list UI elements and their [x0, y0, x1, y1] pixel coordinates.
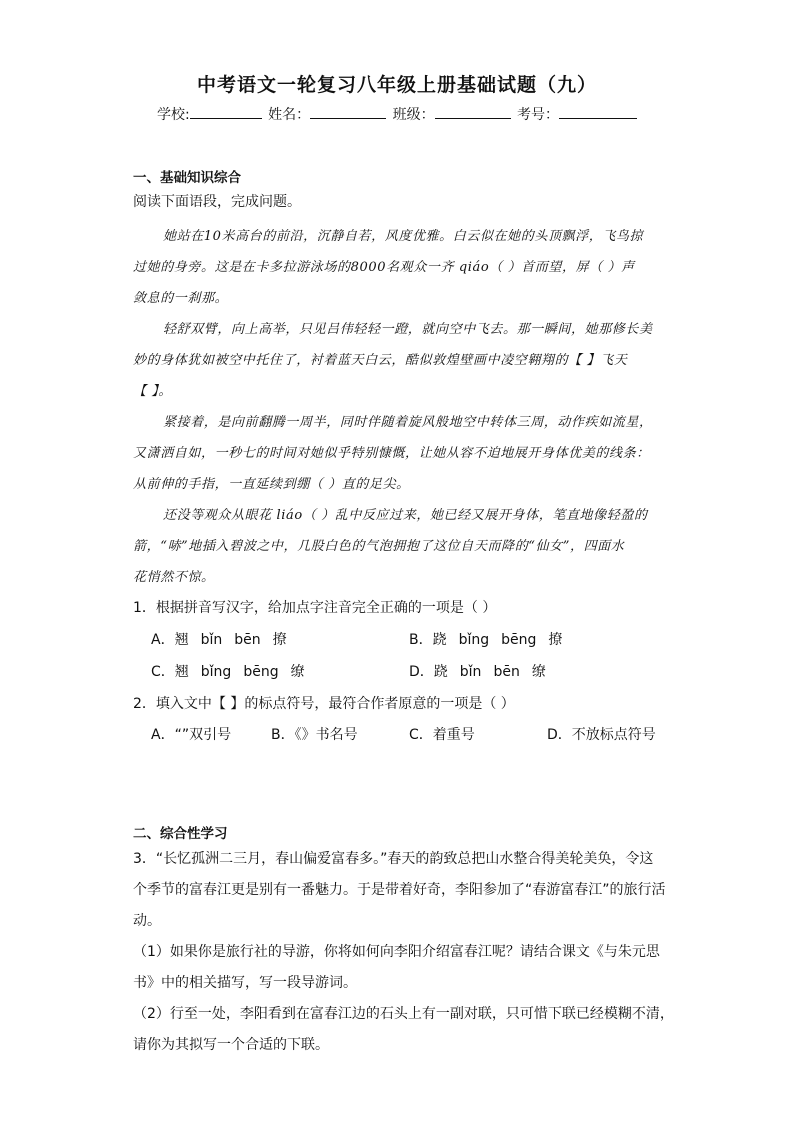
option-c[interactable]: C．着重号	[409, 727, 475, 743]
passage-line: 紧接着，是向前翻腾一周半，同时伴随着旋风般地空中转体三周，动作疾如流星，	[163, 415, 653, 430]
option-d[interactable]: D．不放标点符号	[547, 727, 656, 743]
question-2-stem: 2．填入文中【 】的标点符号，最符合作者原意的一项是（ ）	[133, 696, 515, 712]
option-a[interactable]: A．“”双引号	[151, 727, 232, 743]
option-a[interactable]	[151, 629, 287, 649]
option-word: 缭	[290, 664, 305, 680]
option-word: bǐng	[200, 664, 232, 680]
passage-line: 从前伸的手指，一直延续到绷（ ）直的足尖。	[133, 477, 410, 492]
passage-line: 她站在10米高台的前沿，沉静自若，风度优雅。白云似在她的头顶飘浮，飞鸟掠	[163, 229, 644, 244]
number-blank[interactable]	[559, 105, 637, 119]
school-blank[interactable]	[190, 105, 262, 119]
name-blank[interactable]	[310, 105, 386, 119]
school-label: 学校:	[156, 107, 190, 123]
option-word: bēn	[234, 632, 261, 648]
option-word: 翘	[174, 664, 189, 680]
option-letter: C．	[151, 664, 175, 680]
option-c[interactable]	[151, 661, 305, 681]
option-word: bēng	[501, 632, 537, 648]
class-label: 班级：	[392, 107, 435, 123]
option-word: bēng	[243, 664, 279, 680]
question-3-line: 请你为其拟写一个合适的下联。	[133, 1037, 329, 1053]
option-word: bǐng	[458, 632, 490, 648]
passage-line: 又潇洒自如，一秒七的时间对她似乎特别慷慨，让她从容不迫地展开身体优美的线条：	[133, 446, 650, 461]
option-word: 缭	[531, 664, 546, 680]
passage-line: 敛息的一刹那。	[133, 291, 229, 306]
number-label: 考号：	[517, 107, 560, 123]
section-heading: 二、综合性学习	[133, 826, 228, 842]
class-blank[interactable]	[435, 105, 511, 119]
option-word: bǐn	[459, 664, 482, 680]
question-3-line: （1）如果你是旅行社的导游，你将如何向李阳介绍富春江呢？请结合课文《与朱元思	[133, 944, 660, 960]
student-info-line	[0, 104, 794, 124]
option-word: bǐn	[200, 632, 223, 648]
option-word: 跷	[433, 664, 448, 680]
passage-line: 过她的身旁。这是在卡多拉游泳场的8000名观众一齐 qiáo（ ）首而望，屏（ ）声	[133, 260, 635, 275]
option-letter: A．	[151, 632, 175, 648]
question-3-line: 3．“长忆孤洲二三月，春山偏爱富春多。”春天的韵致总把山水整合得美轮美奂，令这	[133, 851, 654, 867]
section-heading: 一、基础知识综合	[133, 170, 241, 186]
option-word: bēn	[493, 664, 520, 680]
question-1-stem: 1．根据拼音写汉字，给加点字注音完全正确的一项是（ ）	[133, 600, 497, 616]
option-d[interactable]	[409, 661, 546, 681]
passage-line: 箭，“哧”地插入碧波之中，几股白色的气泡拥抱了这位自天而降的“仙女”，四面水	[133, 539, 625, 554]
page-title: 中考语文一轮复习八年级上册基础试题（九）	[196, 74, 597, 96]
passage-line: 轻舒双臂，向上高举，只见吕伟轻轻一蹬，就向空中飞去。那一瞬间，她那修长美	[163, 322, 653, 337]
option-word: 跷	[432, 632, 447, 648]
option-letter: B．	[409, 632, 433, 648]
question-3-line: 个季节的富春江更是别有一番魅力。于是带着好奇，李阳参加了“春游富春江”的旅行活	[133, 882, 666, 898]
passage-line: 还没等观众从眼花 liáo（ ）乱中反应过来，她已经又展开身体，笔直地像轻盈的	[163, 508, 648, 523]
option-word: 撩	[548, 632, 563, 648]
question-3-line: 书》中的相关描写，写一段导游词。	[133, 975, 357, 991]
option-letter: D．	[409, 664, 434, 680]
question-3-line: 动。	[133, 913, 161, 929]
option-b[interactable]	[409, 629, 562, 649]
passage-line: 妙的身体犹如被空中托住了，衬着蓝天白云，酷似敦煌壁画中凌空翱翔的【 】飞天	[133, 353, 628, 368]
name-label: 姓名：	[268, 107, 311, 123]
option-b[interactable]: B．《》书名号	[271, 727, 358, 743]
passage-line: 【 】。	[133, 384, 173, 399]
option-word: 撩	[272, 632, 287, 648]
question-3-line: （2）行至一处，李阳看到在富春江边的石头上有一副对联，只可惜下联已经模糊不清，	[133, 1006, 674, 1022]
passage-line: 花悄然不惊。	[133, 570, 215, 585]
option-word: 翘	[174, 632, 189, 648]
instruction-text: 阅读下面语段，完成问题。	[133, 194, 301, 210]
